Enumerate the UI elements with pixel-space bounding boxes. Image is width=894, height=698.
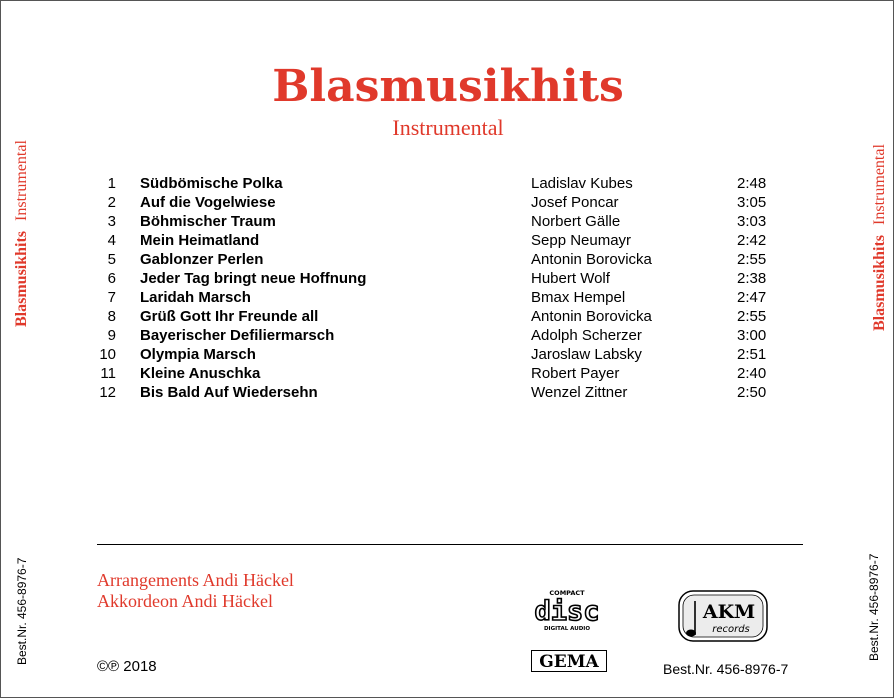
track-row bbox=[1, 346, 894, 364]
track-title: Mein Heimatland bbox=[140, 232, 260, 249]
akm-records-logo bbox=[677, 589, 769, 643]
track-title: Kleine Anuschka bbox=[140, 365, 261, 382]
track-duration: 2:48 bbox=[737, 175, 767, 192]
track-row bbox=[1, 327, 894, 345]
track-duration: 2:55 bbox=[737, 251, 767, 268]
track-row bbox=[1, 232, 894, 250]
track-duration: 3:05 bbox=[737, 194, 767, 211]
track-row bbox=[1, 308, 894, 326]
track-composer: Bmax Hempel bbox=[531, 289, 626, 306]
credits bbox=[97, 570, 294, 612]
track-composer: Norbert Gälle bbox=[531, 213, 621, 230]
track-number: 7 bbox=[107, 289, 116, 306]
track-duration: 3:03 bbox=[737, 213, 767, 230]
track-composer: Adolph Scherzer bbox=[531, 327, 642, 344]
track-composer: Antonin Borovicka bbox=[531, 251, 652, 268]
track-number: 2 bbox=[107, 194, 116, 211]
track-number: 1 bbox=[107, 175, 116, 192]
track-duration: 3:00 bbox=[737, 327, 767, 344]
track-title: Laridah Marsch bbox=[140, 289, 251, 306]
track-composer: Hubert Wolf bbox=[531, 270, 610, 287]
track-number: 10 bbox=[99, 346, 116, 363]
credit-arrangements: Arrangements Andi Häckel bbox=[97, 570, 294, 590]
album-subtitle: Instrumental bbox=[392, 115, 504, 140]
copyright-notice: ©℗ 2018 bbox=[97, 658, 157, 675]
spine-right-catalog: Best.Nr. 456-8976-7 bbox=[867, 553, 881, 661]
track-title: Auf die Vogelwiese bbox=[140, 194, 276, 211]
track-title: Olympia Marsch bbox=[140, 346, 256, 363]
compact-disc-logo bbox=[527, 587, 607, 633]
track-number: 4 bbox=[107, 232, 116, 249]
track-duration: 2:51 bbox=[737, 346, 767, 363]
track-duration: 2:38 bbox=[737, 270, 767, 287]
credit-accordion: Akkordeon Andi Häckel bbox=[97, 591, 273, 611]
spine-left-title: Blasmusikhits bbox=[13, 230, 30, 327]
album-title: Blasmusikhits bbox=[272, 61, 624, 112]
track-number: 11 bbox=[100, 365, 116, 382]
track-duration: 2:40 bbox=[737, 365, 767, 382]
note-head-icon bbox=[686, 630, 696, 637]
track-row bbox=[1, 175, 894, 193]
track-title: Bis Bald Auf Wiedersehn bbox=[140, 384, 318, 401]
track-number: 12 bbox=[99, 384, 116, 401]
catalog-number: Best.Nr. 456-8976-7 bbox=[663, 661, 789, 677]
akm-logo-sub-text: records bbox=[712, 624, 750, 635]
track-number: 8 bbox=[107, 308, 116, 325]
track-duration: 2:50 bbox=[737, 384, 767, 401]
track-composer: Jaroslaw Labsky bbox=[531, 346, 642, 363]
spine-left-catalog: Best.Nr. 456-8976-7 bbox=[15, 557, 29, 665]
track-title: Gablonzer Perlen bbox=[140, 251, 264, 268]
track-number: 5 bbox=[107, 251, 116, 268]
spine-right-subtitle: Instrumental bbox=[871, 144, 888, 225]
track-row bbox=[1, 251, 894, 269]
track-title: Bayerischer Defiliermarsch bbox=[140, 327, 335, 344]
track-number: 6 bbox=[107, 270, 116, 287]
gema-logo: GEMA bbox=[531, 650, 607, 672]
track-composer: Antonin Borovicka bbox=[531, 308, 652, 325]
track-title: Böhmischer Traum bbox=[140, 213, 276, 230]
track-title: Grüß Gott Ihr Freunde all bbox=[140, 308, 319, 325]
track-row bbox=[1, 365, 894, 383]
disc-logo-top-text: COMPACT bbox=[549, 589, 585, 597]
track-row bbox=[1, 289, 894, 307]
track-number: 3 bbox=[107, 213, 116, 230]
track-composer: Robert Payer bbox=[531, 365, 620, 382]
track-duration: 2:55 bbox=[737, 308, 767, 325]
akm-logo-main-text: AKM bbox=[702, 601, 756, 623]
track-row bbox=[1, 384, 894, 402]
disc-logo-main-text: disc bbox=[534, 596, 600, 627]
track-composer: Wenzel Zittner bbox=[531, 384, 628, 401]
divider bbox=[97, 544, 803, 545]
track-duration: 2:47 bbox=[737, 289, 767, 306]
track-row bbox=[1, 213, 894, 231]
track-row bbox=[1, 194, 894, 212]
track-title: Südbömische Polka bbox=[140, 175, 283, 192]
track-composer: Ladislav Kubes bbox=[531, 175, 633, 192]
spine-left-subtitle: Instrumental bbox=[13, 140, 30, 221]
track-composer: Sepp Neumayr bbox=[531, 232, 632, 249]
track-duration: 2:42 bbox=[737, 232, 767, 249]
track-composer: Josef Poncar bbox=[531, 194, 619, 211]
track-row bbox=[1, 270, 894, 288]
track-title: Jeder Tag bringt neue Hoffnung bbox=[140, 270, 367, 287]
track-number: 9 bbox=[107, 327, 116, 344]
spine-right-title: Blasmusikhits bbox=[871, 234, 888, 331]
disc-logo-bottom-text: DIGITAL AUDIO bbox=[543, 626, 591, 632]
